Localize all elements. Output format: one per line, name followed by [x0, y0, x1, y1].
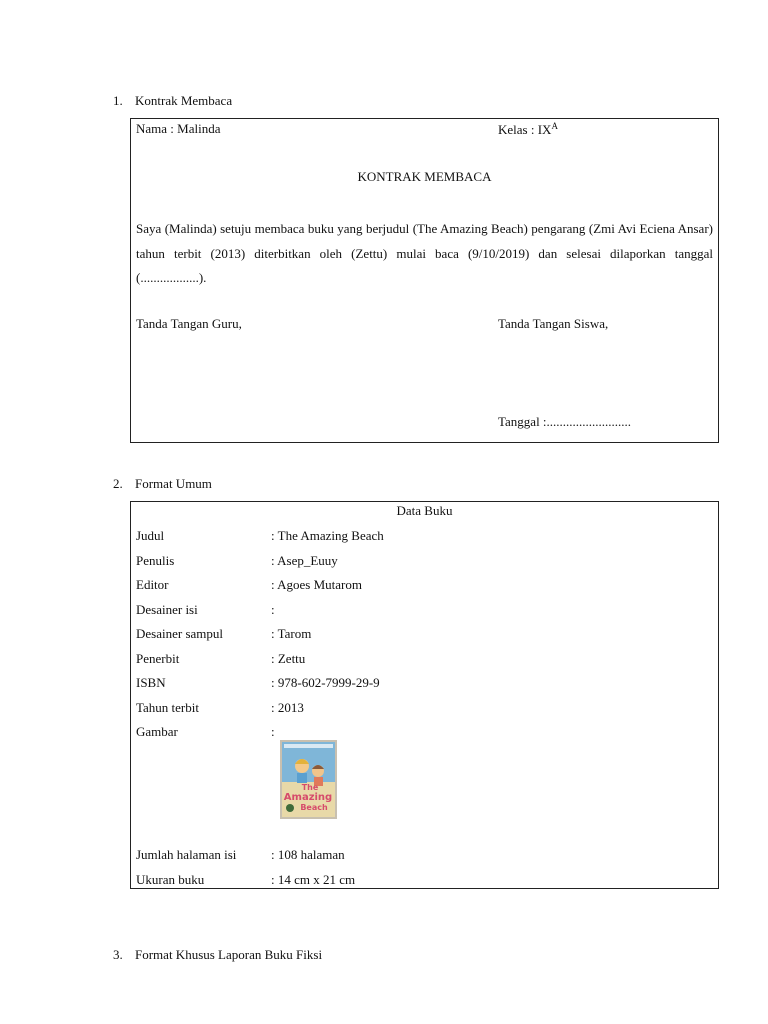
- label-jumlah-halaman: Jumlah halaman isi: [136, 847, 237, 862]
- section-title: Format Umum: [135, 476, 212, 491]
- label-penulis: Penulis: [136, 553, 175, 568]
- student-name: Nama : Malinda: [136, 121, 221, 136]
- cover-title-line-1: The: [301, 783, 319, 792]
- label-desainer-isi: Desainer isi: [136, 602, 198, 617]
- section-title: Format Khusus Laporan Buku Fiksi: [135, 947, 323, 962]
- value-jumlah-halaman: : 108 halaman: [271, 847, 345, 862]
- student-class: [498, 121, 558, 138]
- contract-title: KONTRAK MEMBACA: [357, 169, 492, 184]
- class-text: Kelas : IX: [498, 122, 552, 137]
- label-penerbit: Penerbit: [136, 651, 180, 666]
- section-2-heading: [113, 476, 212, 492]
- teacher-signature-label: Tanda Tangan Guru,: [136, 316, 242, 331]
- cover-title-line-3: Beach: [300, 803, 328, 812]
- value-judul: : The Amazing Beach: [271, 528, 384, 543]
- label-ukuran-buku: Ukuran buku: [136, 872, 205, 887]
- book-data-table: [130, 501, 719, 889]
- section-number: 1.: [113, 93, 123, 108]
- label-judul: Judul: [136, 528, 165, 543]
- book-cover-illustration: [280, 740, 337, 819]
- section-number: 3.: [113, 947, 123, 962]
- student-signature-label: Tanda Tangan Siswa,: [498, 316, 609, 331]
- value-editor: : Agoes Mutarom: [271, 577, 362, 592]
- value-isbn: : 978-602-7999-29-9: [271, 675, 380, 690]
- value-ukuran-buku: : 14 cm x 21 cm: [271, 872, 356, 887]
- reading-contract-box: [130, 118, 719, 443]
- contract-paragraph: Saya (Malinda) setuju membaca buku yang berjudul (The Amazing Beach) pengarang (Zmi Avi Eciena Ansar) tahun terbit (2013) diterbitkan oleh (Zettu) mulai baca (9/10/2019) dan selesai dilaporkan tanggal (..................).: [136, 221, 713, 285]
- label-isbn: ISBN: [136, 675, 166, 690]
- table-title: Data Buku: [396, 503, 453, 518]
- class-superscript: A: [551, 121, 558, 131]
- label-tahun-terbit: Tahun terbit: [136, 700, 199, 715]
- section-3-heading: [113, 947, 322, 963]
- section-number: 2.: [113, 476, 123, 491]
- book-cover-image: [280, 740, 337, 819]
- value-penulis: : Asep_Euuy: [271, 553, 338, 568]
- section-1-heading: [113, 93, 232, 109]
- value-desainer-isi: :: [271, 602, 275, 617]
- value-penerbit: : Zettu: [271, 651, 306, 666]
- label-editor: Editor: [136, 577, 169, 592]
- value-desainer-sampul: : Tarom: [271, 626, 312, 641]
- value-gambar: :: [271, 724, 275, 739]
- section-title: Kontrak Membaca: [135, 93, 233, 108]
- cover-title-line-2: Amazing: [283, 792, 333, 803]
- date-line: Tanggal :..........................: [498, 414, 632, 429]
- label-desainer-sampul: Desainer sampul: [136, 626, 224, 641]
- label-gambar: Gambar: [136, 724, 178, 739]
- value-tahun-terbit: : 2013: [271, 700, 304, 715]
